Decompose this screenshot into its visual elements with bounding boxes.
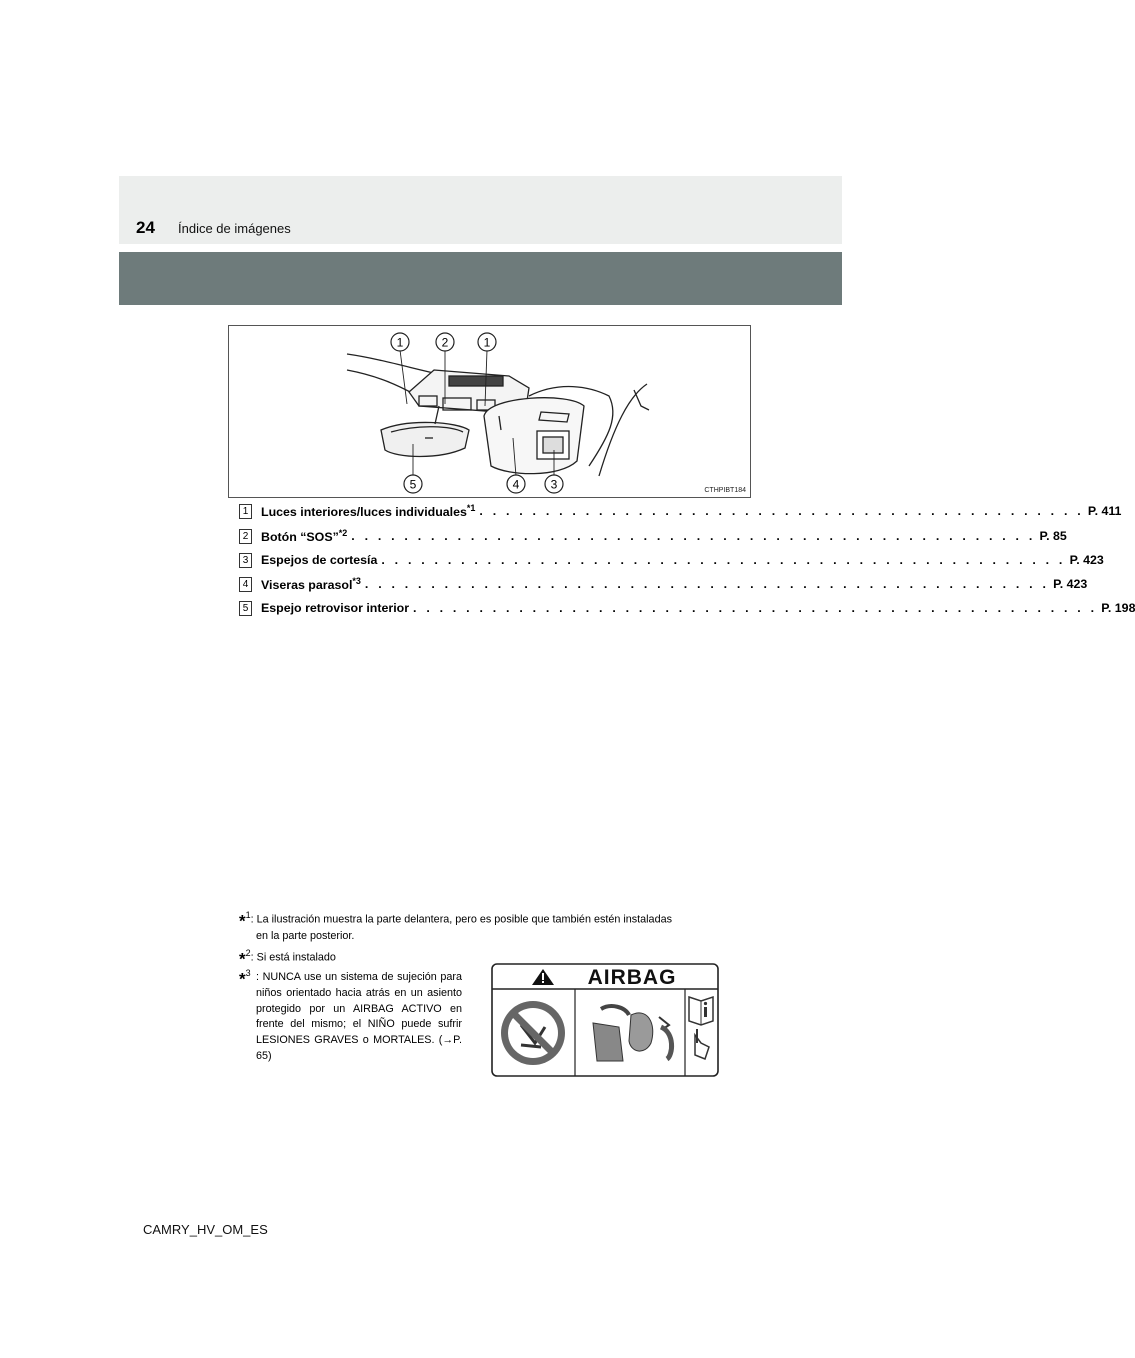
item-label: Viseras parasol$^{*3}$ [261, 575, 361, 593]
leader-dots: . . . . . . . . . . . . . . . . . . . . . . . . . . . . . . . . . . . . . . . . . . . . . . . . . . . . [364, 577, 1050, 591]
list-item[interactable] [239, 575, 1088, 593]
asterisk-icon: * [239, 949, 246, 969]
callout-1a: 1 [396, 335, 404, 350]
page-number: 24 [136, 218, 155, 237]
list-item[interactable] [239, 551, 1104, 569]
document-code: CAMRY_HV_OM_ES [143, 1222, 268, 1237]
leader-dots: . . . . . . . . . . . . . . . . . . . . . . . . . . . . . . . . . . . . . . . . . . . . . . . . . . . . [351, 529, 1036, 543]
airbag-title: AIRBAG [587, 966, 677, 989]
callout-3: 3 [550, 477, 558, 492]
leader-dots: . . . . . . . . . . . . . . . . . . . . . . . . . . . . . . . . . . . . . . . . . . . . . . . . . . . . [381, 553, 1066, 567]
callout-4: 4 [512, 477, 520, 492]
figure-code: CTHPIBT184 [704, 487, 746, 494]
page-reference[interactable]: P. 423 [1053, 577, 1088, 591]
item-label: Botón “SOS”$^{*2}$ [261, 527, 348, 545]
airbag-warning-label [491, 963, 719, 1077]
item-number: 3 [239, 553, 252, 568]
leader-dots: . . . . . . . . . . . . . . . . . . . . . . . . . . . . . . . . . . . . . . . . . . . . . . [479, 504, 1084, 518]
item-number: 4 [239, 577, 252, 592]
item-label: Espejo retrovisor interior [261, 601, 410, 615]
callout-5: 5 [409, 477, 417, 492]
page-reference[interactable]: P. 198 [1101, 601, 1135, 615]
page-reference[interactable]: P. 423 [1069, 553, 1104, 567]
section-title: Índice de imágenes [178, 221, 291, 236]
asterisk-icon: * [239, 969, 246, 989]
item-label: Luces interiores/luces individuales$^{*1}$ [261, 502, 476, 520]
asterisk-icon: * [239, 911, 246, 931]
footnote-3-text: : NUNCA use un sistema de sujeción para niños orientado hacia atrás en un asiento protegido por un AIRBAG ACTIVO en frente del mismo; el NIÑO puede sufrir LESIONES GRAVES o MORTALES. (→P. 65) [256, 971, 462, 1062]
footnote-1: *$^1$: La ilustración muestra la parte delantera, pero es posible que también estén instaladas en la parte posterior. [239, 910, 672, 943]
page-reference[interactable]: P. 85 [1039, 529, 1067, 543]
airbag-warning-drawing [491, 963, 719, 1077]
footnote-2: *$^2$: Si está instalado [239, 948, 336, 969]
leader-dots: . . . . . . . . . . . . . . . . . . . . . . . . . . . . . . . . . . . . . . . . . . . . . . . . . . . . [413, 601, 1098, 615]
item-label: Espejos de cortesía [261, 553, 378, 567]
item-number: 2 [239, 529, 252, 544]
footnote-3-mark: *$^3$ [239, 968, 251, 989]
item-number: 1 [239, 504, 252, 519]
callout-2: 2 [441, 335, 449, 350]
list-item[interactable] [239, 527, 1067, 545]
list-item[interactable] [239, 599, 1135, 617]
page-reference[interactable]: P. 411 [1087, 504, 1122, 518]
overhead-console-drawing [229, 326, 752, 499]
item-number: 5 [239, 601, 252, 616]
overhead-console-illustration [228, 325, 751, 498]
callout-1b: 1 [483, 335, 491, 350]
section-banner [119, 252, 842, 305]
list-item[interactable] [239, 502, 1122, 520]
